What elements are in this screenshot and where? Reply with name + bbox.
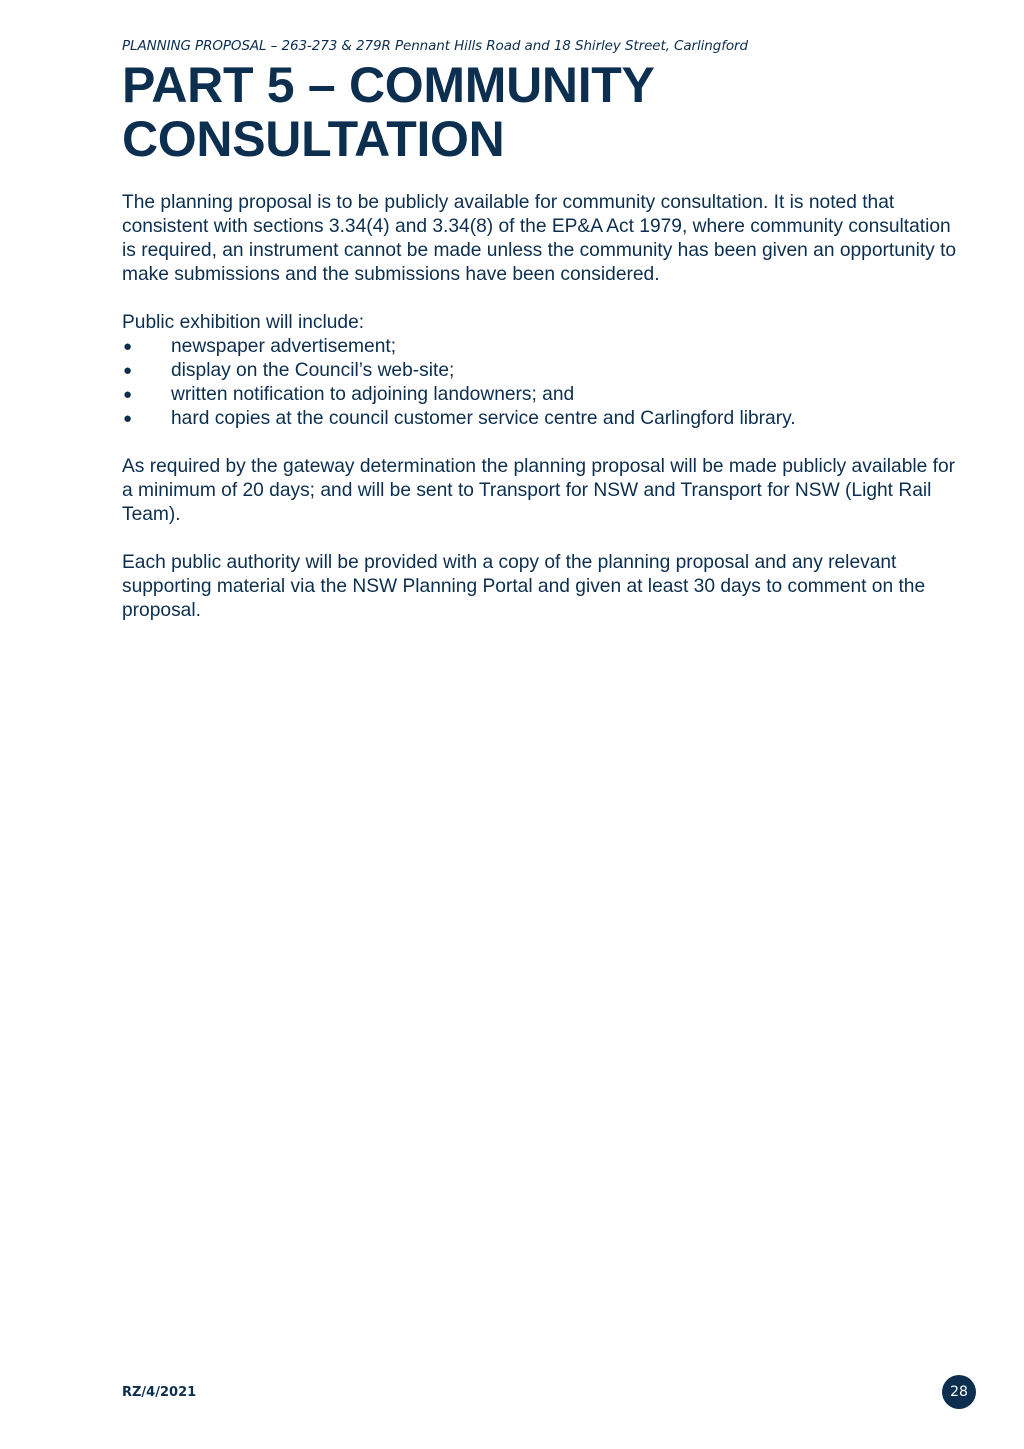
list-item — [122, 335, 967, 359]
bullet-icon: ● — [123, 386, 133, 403]
list-item-text: display on the Council’s web-site; — [171, 360, 455, 381]
bullet-icon: ● — [123, 362, 133, 379]
list-item-text: newspaper advertisement; — [171, 336, 397, 357]
list-item — [122, 407, 967, 431]
document-reference: RZ/4/2021 — [122, 1385, 197, 1400]
bullet-icon: ● — [123, 338, 133, 355]
list-item-text: hard copies at the council customer service centre and Carlingford library. — [171, 408, 796, 429]
page-title — [122, 58, 942, 166]
page-title-line-2: CONSULTATION — [122, 111, 505, 167]
bullet-icon: ● — [123, 410, 133, 427]
intro-paragraph: The planning proposal is to be publicly available for community consultation. It is noted that consistent with sections 3.34(4) and 3.34(8) of the EP&A Act 1979, where community consultation is required, an instrument cannot be made unless the community has been given an opportunity to make submissions and the submissions have been considered. — [122, 192, 957, 285]
running-header: PLANNING PROPOSAL – 263-273 & 279R Pennant Hills Road and 18 Shirley Street, Carlingford — [122, 38, 748, 54]
main-content — [122, 191, 967, 623]
list-item — [122, 359, 967, 383]
exhibition-lead: Public exhibition will include: — [122, 312, 365, 333]
exhibition-list — [122, 335, 967, 431]
list-item-text: written notification to adjoining landowners; and — [171, 384, 575, 405]
page-number-badge: 28 — [942, 1375, 976, 1409]
authority-paragraph: Each public authority will be provided with a copy of the planning proposal and any relevant supporting material via the NSW Planning Portal and given at least 30 days to comment on the proposal. — [122, 552, 926, 621]
list-item — [122, 383, 967, 407]
gateway-paragraph: As required by the gateway determination the planning proposal will be made publicly available for a minimum of 20 days; and will be sent to Transport for NSW and Transport for NSW (Light Rail Team). — [122, 456, 956, 525]
page-title-line-1: PART 5 – COMMUNITY — [122, 57, 655, 113]
